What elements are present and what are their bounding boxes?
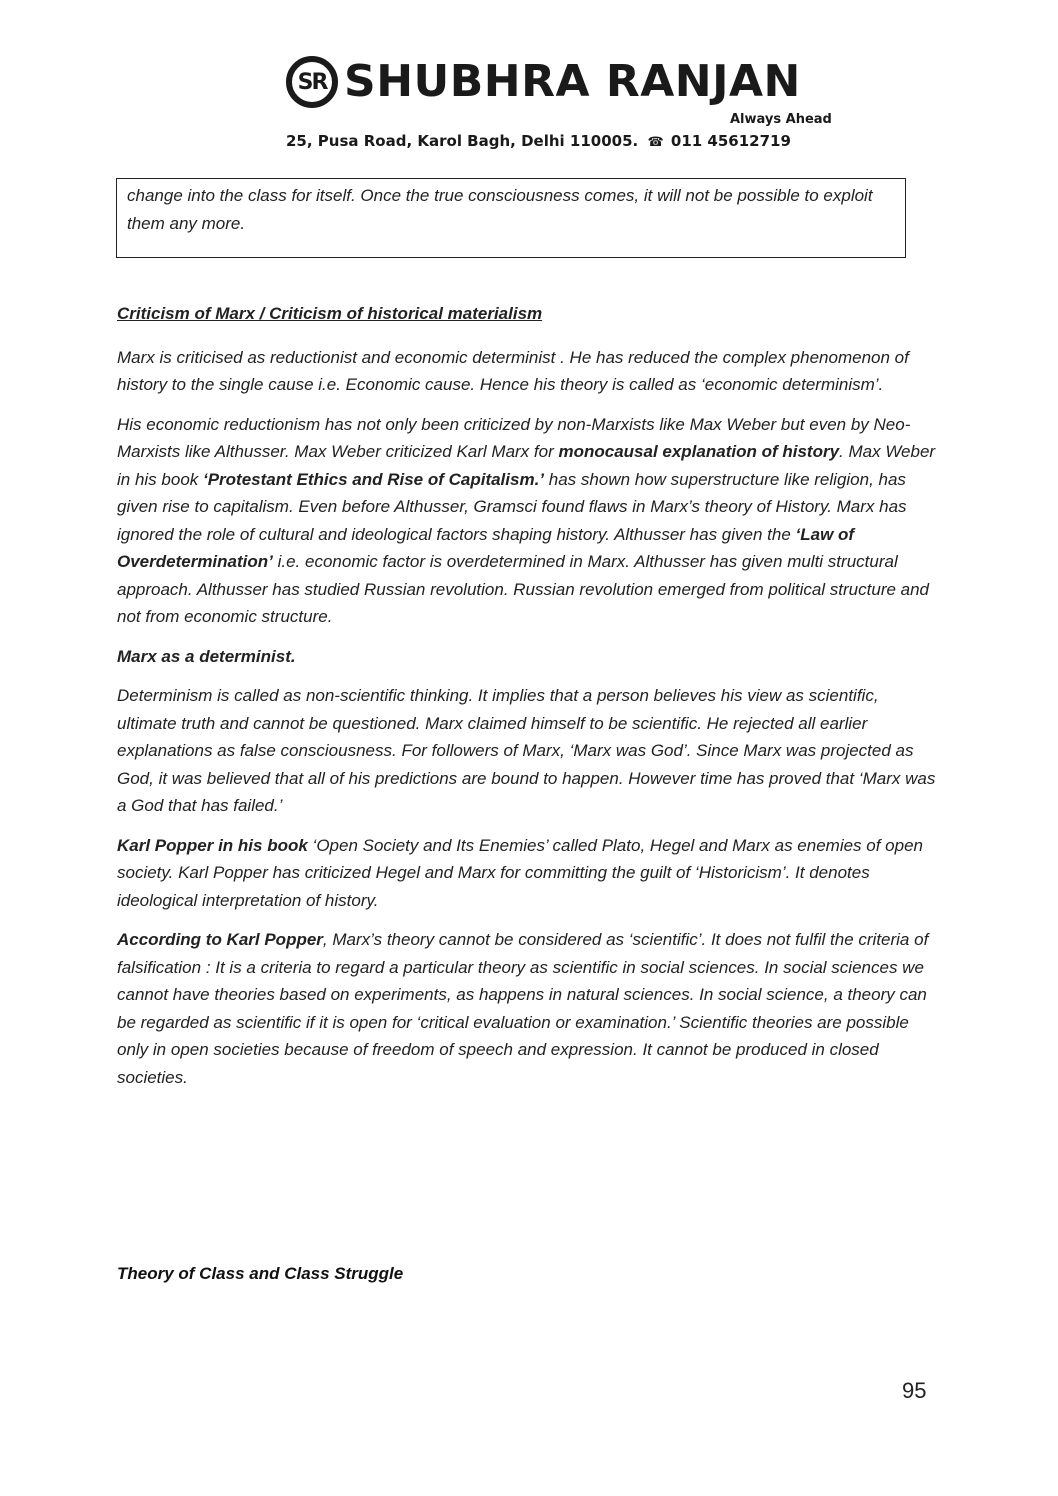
letterhead [0,0,1058,160]
section-heading-criticism: Criticism of Marx / Criticism of historical materialism [117,304,543,323]
phone-number: 011 45612719 [670,132,791,150]
bold-run: Karl Popper in his book [117,835,308,855]
telephone-icon: ☎ [647,135,664,150]
paragraph-reductionist: Marx is criticised as reductionist and economic determinist . He has reduced the complex phenomenon of history to the single cause i.e. Economic cause. Hence his theory is called as ‘economic determinism’. [117,347,909,394]
text-run: has shown how superstructure like religion, has given rise to capitalism. Even before Althusser, Gramsci found flaws in Marx’s theory of History. Marx has ignored the role of cultural and ideological factors shaping history. Althusser has given the [117,469,907,544]
address-line [286,132,791,150]
section-heading-class-struggle: Theory of Class and Class Struggle [117,1264,404,1283]
bold-run: ‘Protestant Ethics and Rise of Capitalism.’ [203,469,545,489]
paragraph-weber-althusser [117,411,937,631]
document-body [117,300,937,1103]
paragraph-popper-book [117,832,937,915]
address: 25, Pusa Road, Karol Bagh, Delhi 110005. [286,132,639,150]
bold-run: According to Karl Popper [117,930,323,949]
brand-name: SHUBHRA RANJAN [344,56,801,107]
text-run: His economic reductionism has not only been criticized by non-Marxists like Max Weber but even by Neo-Marxists like Althusser. Max Weber criticized Karl Marx for [117,414,911,461]
sr-logo-icon: SR [286,56,338,108]
paragraph-determinism: Determinism is called as non-scientific thinking. It implies that a person believes his view as scientific, ultimate truth and cannot be questioned. Marx claimed himself to be scientific. He rejected all earlier explanations as false consciousness. For followers of Marx, ‘Marx was God’. Since Marx was projected as God, it was believed that all of his predictions are bound to happen. However time has proved that ‘Marx was a God that has failed.’ [117,686,936,815]
paragraph-popper-falsification [117,926,937,1091]
text-run: , Marx’s theory cannot be considered as ‘scientific’. It does not fulfil the criteria of falsification : It is a criteria to regard a particular theory as scientific in social sciences. In social sciences we cannot have theories based on experiments, as happens in natural sciences. In social science, a theory can be regarded as scientific if it is open for ‘critical evaluation or examination.’ Scientific theories are possible only in open societies because of freedom of speech and expression. It cannot be produced in closed societies. [117,930,929,1087]
text-run: ‘Open Society and Its Enemies’ called Plato, Hegel and Marx as enemies of open society. Karl Popper has criticized Hegel and Marx for committing the guilt of ‘Historicism’. It denotes ideological interpretation of history. [117,835,923,910]
section-heading-determinist: Marx as a determinist. [117,646,296,666]
tagline: Always Ahead [730,112,832,127]
boxed-note-text: change into the class for itself. Once the true consciousness comes, it will not be possible to exploit them any more. [127,186,873,233]
boxed-note [116,178,906,258]
bold-run: monocausal explanation of history [558,442,840,461]
text-run: . Max Weber in his book [117,442,936,489]
brand-row [286,56,801,108]
bold-run: ‘Law of Overdetermination’ [117,524,855,571]
text-run: i.e. economic factor is overdetermined in Marx. Althusser has given multi structural approach. Althusser has studied Russian revolution. Russian revolution emerged from political structure and not from economic structure. [117,552,930,626]
page-number: 95 [902,1378,927,1403]
